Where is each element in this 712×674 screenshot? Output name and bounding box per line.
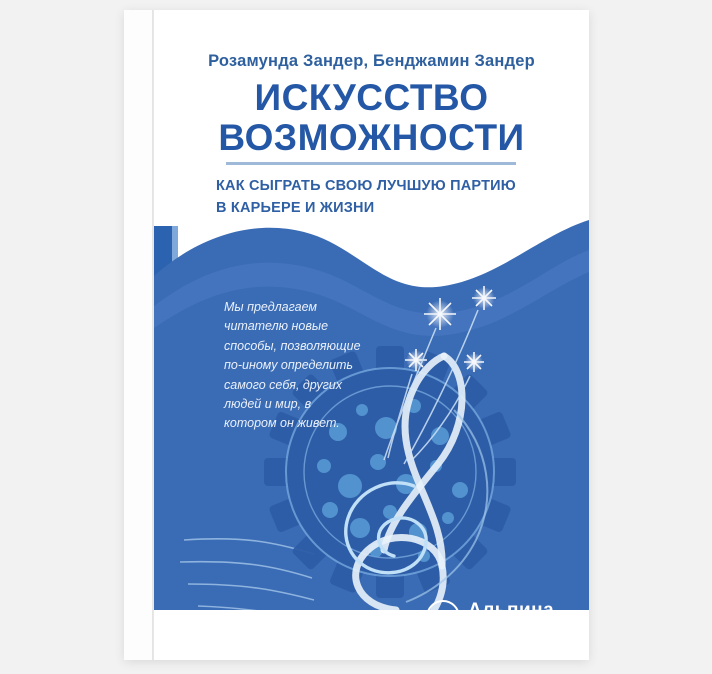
book-subtitle [216,176,536,220]
book-cover [124,10,589,660]
play-triangle-in-circle-icon [426,600,460,634]
publisher-logo [426,598,576,646]
cover-blue-panel [154,210,589,610]
cover-quote: Мы предлагаем читателю новые способы, позволяющие по-иному определить самого себя, других людей и мир, в котором он живет. [224,300,361,431]
book-title [154,78,589,158]
cover-front [154,10,589,660]
title-divider [226,162,516,165]
publisher-name: Альпина [468,600,555,621]
title-line-2: ВОЗМОЖНОСТИ [218,116,525,158]
subtitle-line-2: В КАРЬЕРЕ И ЖИЗНИ [216,199,375,216]
book-spine [124,10,155,660]
publisher-tagline: ПАБЛИШЕР [470,622,544,633]
title-line-1: ИСКУССТВО [254,77,489,118]
book-authors: Розамунда Зандер, Бенджамин Зандер [208,52,535,70]
subtitle-line-1: КАК СЫГРАТЬ СВОЮ ЛУЧШУЮ ПАРТИЮ [216,178,516,194]
